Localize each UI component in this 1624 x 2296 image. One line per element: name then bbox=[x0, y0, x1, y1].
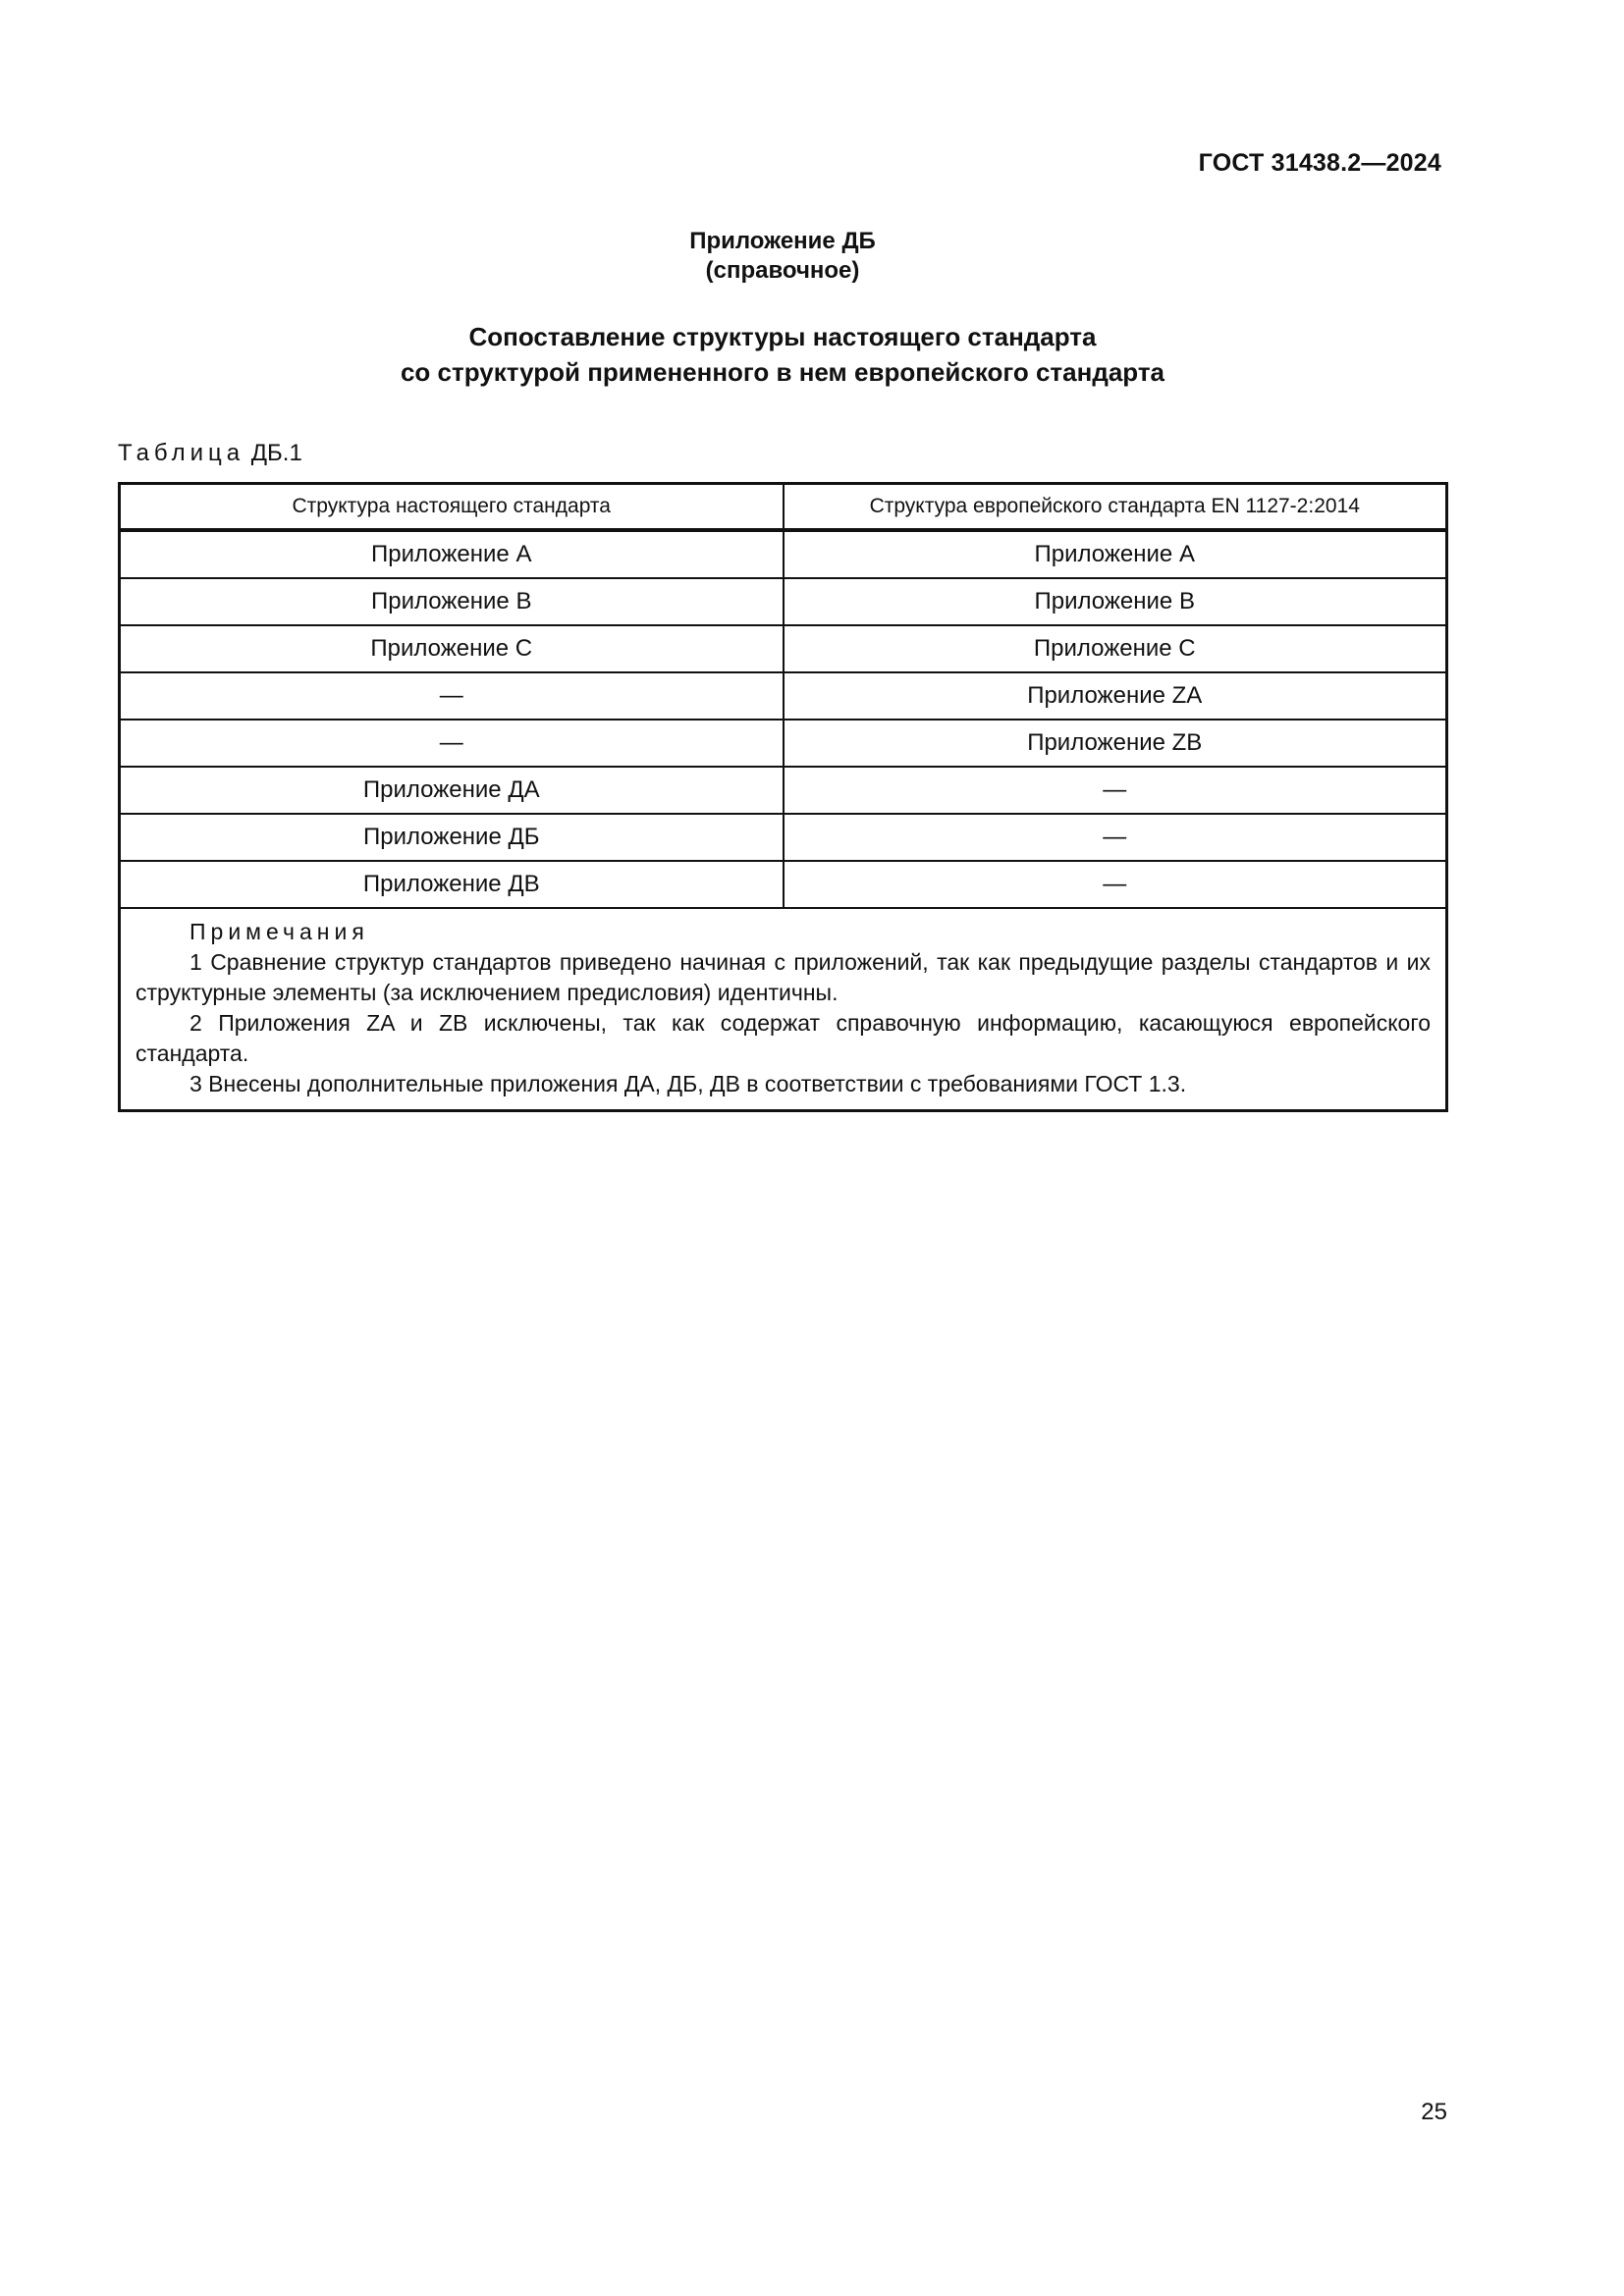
table-row bbox=[120, 530, 1447, 578]
notes-heading: Примечания bbox=[189, 919, 369, 944]
table-cell: Приложение ДБ bbox=[120, 814, 784, 861]
table-caption-word: Таблица bbox=[118, 440, 245, 466]
comparison-table bbox=[118, 482, 1448, 1112]
table-cell: — bbox=[784, 814, 1447, 861]
table-cell: — bbox=[784, 861, 1447, 908]
annex-status: (справочное) bbox=[705, 257, 860, 284]
column-header-european-standard: Структура европейского стандарта EN 1127-2:2014 bbox=[784, 484, 1447, 531]
page-number: 25 bbox=[1421, 2099, 1447, 2125]
page-title bbox=[0, 319, 1565, 390]
annex-heading bbox=[0, 227, 1565, 286]
table-caption bbox=[118, 440, 302, 467]
notes-row bbox=[120, 908, 1447, 1111]
table-row bbox=[120, 720, 1447, 767]
document-code-header: ГОСТ 31438.2—2024 bbox=[1198, 149, 1441, 177]
table-row bbox=[120, 767, 1447, 814]
table-header-row bbox=[120, 484, 1447, 531]
table-cell: — bbox=[120, 672, 784, 720]
table-row bbox=[120, 814, 1447, 861]
table-row bbox=[120, 672, 1447, 720]
table-cell: Приложение ДА bbox=[120, 767, 784, 814]
page-title-line-1: Сопоставление структуры настоящего стандарта bbox=[468, 322, 1097, 351]
table-cell: — bbox=[120, 720, 784, 767]
table-row bbox=[120, 625, 1447, 672]
column-header-this-standard: Структура настоящего стандарта bbox=[120, 484, 784, 531]
annex-label: Приложение ДБ bbox=[689, 228, 876, 254]
table-cell: Приложение А bbox=[784, 530, 1447, 578]
table-cell: Приложение С bbox=[784, 625, 1447, 672]
page-title-line-2: со структурой примененного в нем европейского стандарта bbox=[400, 357, 1165, 387]
notes-cell bbox=[120, 908, 1447, 1111]
table-cell: Приложение С bbox=[120, 625, 784, 672]
note-item-3: 3 Внесены дополнительные приложения ДА, ДБ, ДВ в соответствии с требованиями ГОСТ 1.3. bbox=[189, 1071, 1187, 1096]
note-item-1: 1 Сравнение структур стандартов приведено начиная с приложений, так как предыдущие разделы стандартов и их структурные элементы (за исключением предисловия) идентичны. bbox=[135, 949, 1431, 1005]
table-cell: Приложение В bbox=[120, 578, 784, 625]
table-cell: — bbox=[784, 767, 1447, 814]
table-cell: Приложение ДВ bbox=[120, 861, 784, 908]
table-row bbox=[120, 578, 1447, 625]
note-item-2: 2 Приложения ZA и ZB исключены, так как содержат справочную информацию, касающуюся европейского стандарта. bbox=[135, 1010, 1431, 1066]
table-cell: Приложение В bbox=[784, 578, 1447, 625]
table-caption-number: ДБ.1 bbox=[250, 440, 302, 466]
table-cell: Приложение ZA bbox=[784, 672, 1447, 720]
table-cell: Приложение ZB bbox=[784, 720, 1447, 767]
table-cell: Приложение А bbox=[120, 530, 784, 578]
table-row bbox=[120, 861, 1447, 908]
